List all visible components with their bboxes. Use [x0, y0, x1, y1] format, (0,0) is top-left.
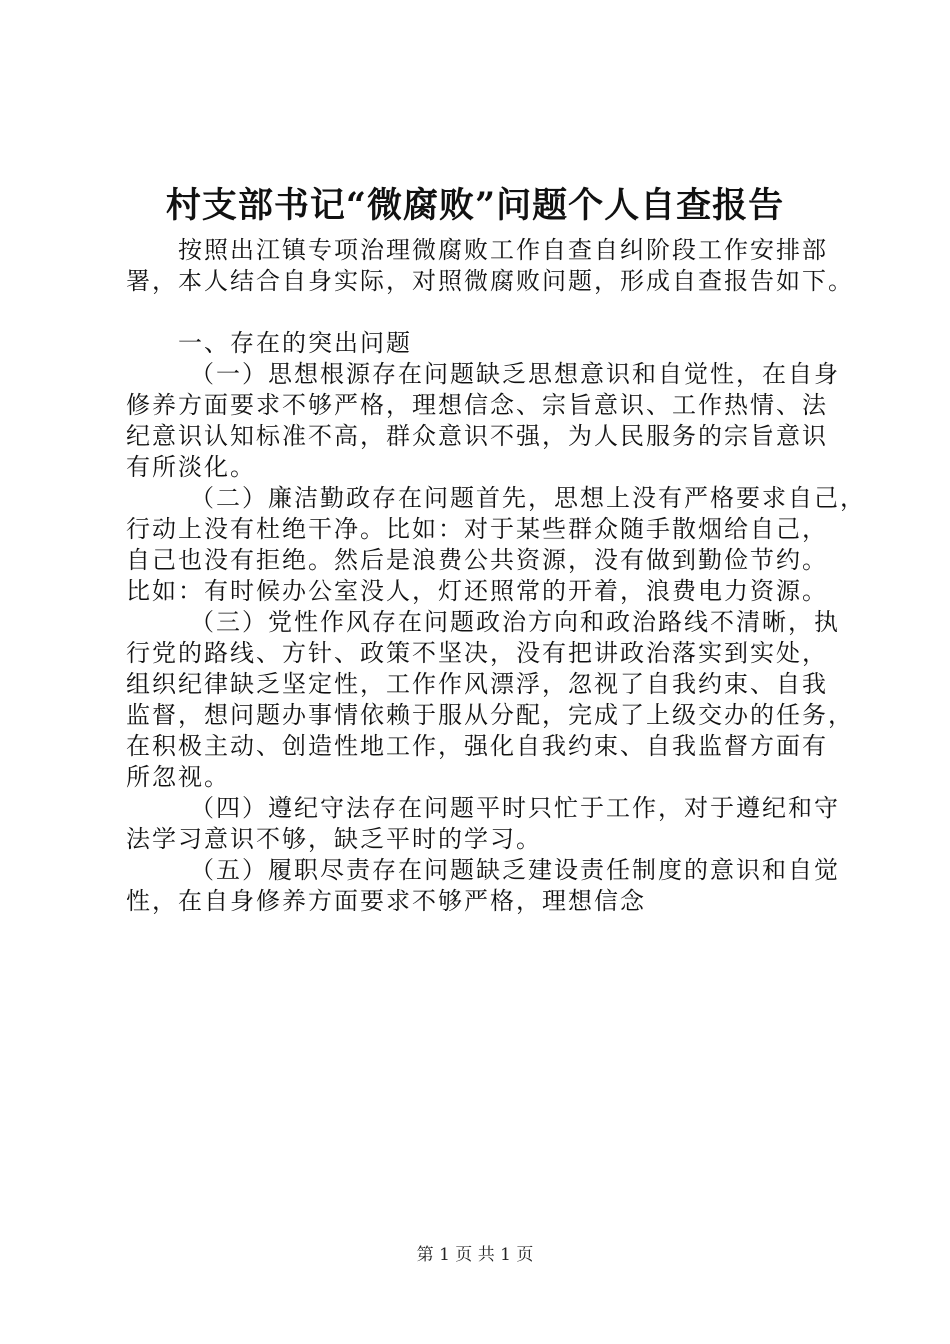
item-3-line-6: 所忽视。 [126, 763, 230, 791]
document-title: 村支部书记“微腐败”问题个人自查报告 [165, 185, 785, 226]
item-2-line-4: 比如：有时候办公室没人，灯还照常的开着，浪费电力资源。 [126, 577, 828, 605]
document-body [126, 235, 866, 917]
paragraph-gap [126, 297, 856, 328]
item-4-line-1: （四）遵纪守法存在问题平时只忙于工作，对于遵纪和守 [190, 794, 840, 822]
item-3-line-2: 行党的路线、方针、政策不坚决，没有把讲政治落实到实处， [126, 639, 828, 667]
item-1-line-2: 修养方面要求不够严格，理想信念、宗旨意识、工作热情、法 [126, 391, 828, 419]
item-3-line-5: 在积极主动、创造性地工作，强化自我约束、自我监督方面有 [126, 732, 828, 760]
item-3-line-4: 监督，想问题办事情依赖于服从分配，完成了上级交办的任务， [126, 701, 854, 729]
intro-line-1: 按照出江镇专项治理微腐败工作自查自纠阶段工作安排部 [178, 236, 828, 264]
page-footer: 第 1 页 共 1 页 [416, 1245, 534, 1265]
item-5-line-2: 性，在自身修养方面要求不够严格，理想信念 [126, 887, 646, 915]
section-heading: 一、存在的突出问题 [178, 329, 412, 357]
item-1-line-1: （一）思想根源存在问题缺乏思想意识和自觉性，在自身 [190, 360, 840, 388]
item-3-line-1: （三）党性作风存在问题政治方向和政治路线不清晰，执 [190, 608, 840, 636]
intro-line-2: 署，本人结合自身实际，对照微腐败问题，形成自查报告如下。 [126, 267, 854, 295]
item-3-line-3: 组织纪律缺乏坚定性，工作作风漂浮，忽视了自我约束、自我 [126, 670, 828, 698]
item-4-line-2: 法学习意识不够，缺乏平时的学习。 [126, 825, 542, 853]
item-2-line-3: 自己也没有拒绝。然后是浪费公共资源，没有做到勤俭节约。 [126, 546, 828, 574]
item-1-line-3: 纪意识认知标准不高，群众意识不强，为人民服务的宗旨意识 [126, 422, 828, 450]
item-5-line-1: （五）履职尽责存在问题缺乏建设责任制度的意识和自觉 [190, 856, 840, 884]
item-2-line-1: （二）廉洁勤政存在问题首先，思想上没有严格要求自己， [190, 484, 866, 512]
item-2-line-2: 行动上没有杜绝干净。比如：对于某些群众随手散烟给自己， [126, 515, 828, 543]
item-1-line-4: 有所淡化。 [126, 453, 256, 481]
